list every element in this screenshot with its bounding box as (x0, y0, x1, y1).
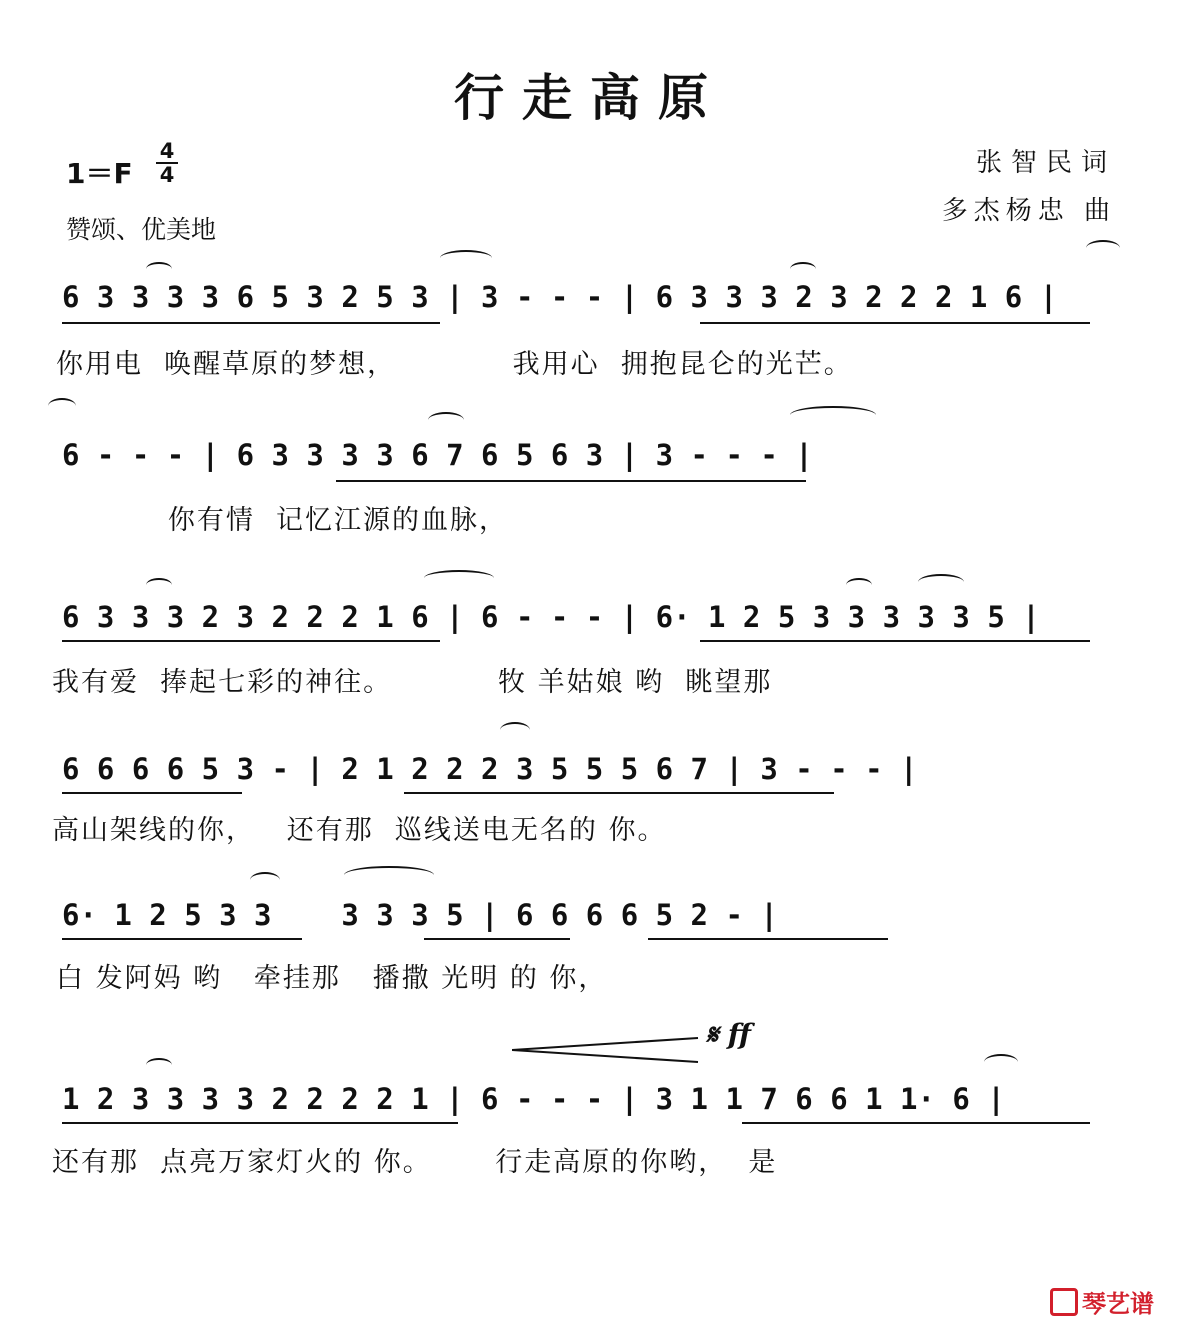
song-title: 行走高原 (454, 68, 726, 127)
notation-line-4: 6 6 6 6 5 3 - | 2 1 2 2 2 3 5 5 5 6 7 | 3 - - - | (62, 752, 918, 786)
logo-text: 琴艺谱 (1082, 1290, 1154, 1318)
logo-mark-icon (1050, 1288, 1078, 1316)
tie-mark (250, 872, 280, 888)
tie-mark (1086, 240, 1120, 256)
beam-underline (404, 792, 834, 794)
tie-mark (500, 722, 530, 738)
tie-mark (790, 262, 816, 276)
key-signature: 1＝F (66, 157, 133, 190)
beam-underline (700, 322, 1090, 324)
tie-mark (440, 250, 492, 266)
tie-mark (146, 1058, 172, 1072)
tie-mark (428, 412, 464, 428)
tie-mark (146, 262, 172, 276)
tie-mark (146, 578, 172, 592)
time-signature (154, 140, 180, 186)
tempo-marking: 赞颂、优美地 (66, 215, 217, 244)
beam-underline (424, 938, 570, 940)
lyrics-line-5: 白 发阿妈 哟 牵挂那 播撒 光明 的 你， (56, 963, 608, 994)
notation-line-6: 1 2 3 3 3 3 2 2 2 2 1 | 6 - - - | 3 1 1 7 6 6 1 1· 6 | (62, 1082, 1005, 1116)
beam-underline (62, 322, 440, 324)
diminuendo-hairpin-icon (512, 1036, 702, 1064)
beam-underline (742, 1122, 1090, 1124)
time-signature-bottom: 4 (159, 163, 175, 187)
beam-underline (62, 792, 242, 794)
lyrics-line-4: 高山架线的你， 还有那 巡线送电无名的 你。 (52, 815, 667, 846)
dynamic-marking (706, 1018, 751, 1052)
tie-mark (424, 570, 494, 586)
beam-underline (62, 1122, 458, 1124)
composer-credit: 多杰杨忠 曲 (941, 196, 1116, 226)
tie-mark (984, 1054, 1018, 1070)
tie-mark (790, 406, 876, 424)
notation-line-1: 6 3 3 3 3 6 5 3 2 5 3 | 3 - - - | 6 3 3 3 2 3 2 2 2 1 6 | (62, 280, 1058, 314)
beam-underline (700, 640, 1090, 642)
beam-underline (62, 640, 440, 642)
lyrics-line-1: 你用电 唤醒草原的梦想， 我用心 拥抱昆仑的光芒。 (56, 349, 853, 380)
time-signature-top: 4 (159, 139, 175, 163)
dynamic-text: ff (727, 1018, 751, 1051)
segno-icon: 𝄋 (706, 1018, 728, 1051)
site-logo (1050, 1284, 1154, 1319)
lyrics-line-6: 还有那 点亮万家灯火的 你。 行走高原的你哟， 是 (52, 1147, 778, 1178)
tie-mark (918, 574, 964, 590)
lyrics-line-3: 我有爱 捧起七彩的神往。 牧 羊姑娘 哟 眺望那 (52, 667, 773, 698)
lyrics-line-2: 你有情 记忆江源的血脉， (62, 505, 508, 536)
beam-underline (648, 938, 888, 940)
beam-underline (336, 480, 806, 482)
tie-mark (48, 398, 76, 414)
tie-mark (344, 866, 434, 884)
beam-underline (62, 938, 302, 940)
notation-line-2: 6 - - - | 6 3 3 3 3 6 7 6 5 6 3 | 3 - - - | (62, 438, 813, 472)
lyricist-credit: 张智民词 (975, 148, 1116, 178)
notation-line-5: 6· 1 2 5 3 3 3 3 3 5 | 6 6 6 6 5 2 - | (62, 898, 778, 932)
tie-mark (846, 578, 872, 592)
notation-line-3: 6 3 3 3 2 3 2 2 2 1 6 | 6 - - - | 6· 1 2 5 3 3 3 3 3 5 | (62, 600, 1040, 634)
